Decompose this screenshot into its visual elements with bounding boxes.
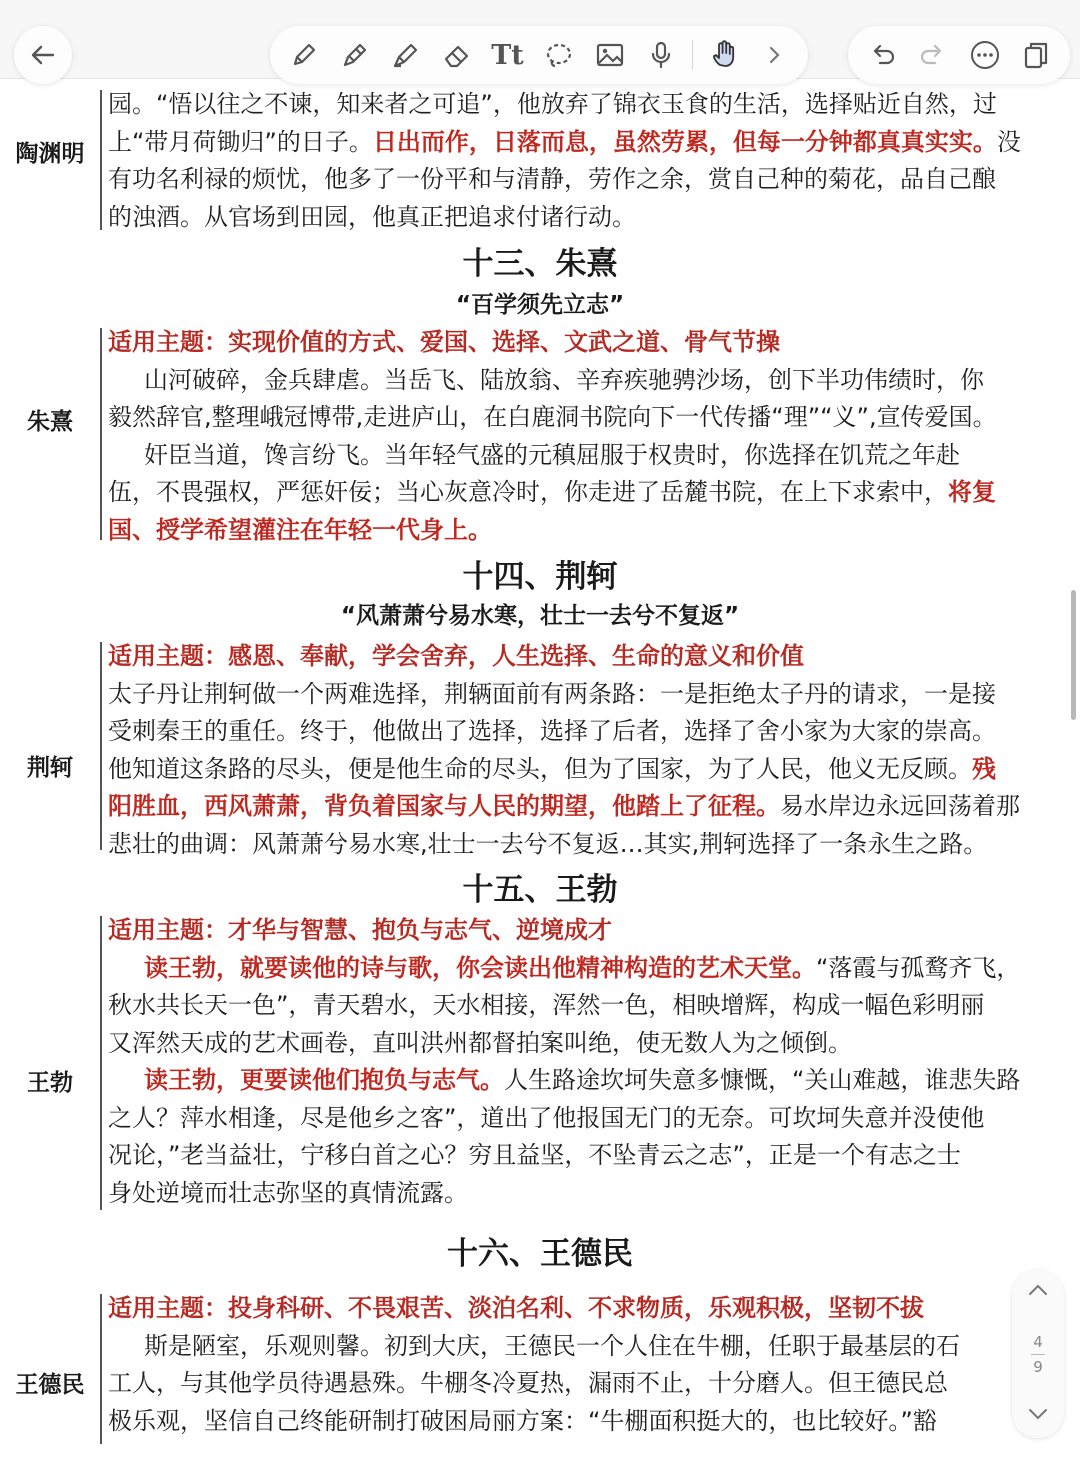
- section-quote: “百学须先立志”: [455, 292, 625, 318]
- body-text: 工人，与其他学员待遇悬殊。牛棚冬冷夏热，漏雨不止，十分磨人。但王德民总: [108, 1369, 948, 1397]
- divider-line: [100, 1294, 102, 1444]
- drawing-tools: [270, 26, 808, 84]
- section-heading: 十六、王德民: [447, 1236, 633, 1272]
- text-tool-icon[interactable]: Tt: [491, 39, 524, 71]
- highlighted-text: 阳胜血，西风萧萧，背负着国家与人民的期望，他踏上了征程。: [108, 792, 780, 820]
- highlighted-text: 残: [972, 754, 996, 783]
- more-icon[interactable]: [965, 35, 1005, 75]
- text-line: [108, 399, 1063, 437]
- undo-icon[interactable]: [862, 35, 902, 75]
- person-name: 荆轲: [27, 754, 73, 781]
- chevron-up-icon[interactable]: [1027, 1282, 1049, 1302]
- text-line: [108, 826, 1063, 864]
- text-line: [108, 1365, 1063, 1403]
- body-text: 悲壮的曲调：风萧萧兮易水寒,壮士一去兮不复返…其实,荆轲选择了一条永生之路。: [108, 829, 988, 858]
- section-quote: “风萧萧兮易水寒，壮士一去兮不复返”: [340, 603, 740, 629]
- redo-icon[interactable]: [913, 35, 953, 75]
- body-text: 人生路途坎坷失意多慷慨，“关山难越，谁悲失路: [504, 1066, 1021, 1094]
- lasso-icon[interactable]: [539, 35, 579, 75]
- image-icon[interactable]: [590, 35, 630, 75]
- hand-touch-icon[interactable]: [704, 35, 744, 75]
- body-text: 秋水共长天一色”，青天碧水，天水相接，浑然一色，相映增辉，构成一幅色彩明丽: [108, 991, 985, 1019]
- highlighted-text: 国、授学希望灌注在年轻一代身上。: [108, 515, 492, 544]
- section-heading: 十四、荆轲: [462, 559, 618, 595]
- section-body: [108, 86, 1063, 236]
- text-line: [108, 987, 1063, 1025]
- body-text: 斯是陋室，乐观则馨。初到大庆，王德民一个人住在牛棚，任职于最基层的石: [144, 1331, 960, 1360]
- section-jingke: [0, 638, 1080, 858]
- theme-line: 适用主题：感恩、奉献，学会舍弃，人生选择、生命的意义和价值: [108, 642, 804, 670]
- action-tools: [848, 26, 1070, 84]
- text-line: [108, 124, 1063, 162]
- highlighted-text: 日出而作，日落而息，虽然劳累，但每一分钟都真真实实。: [372, 127, 997, 156]
- divider-line: [100, 90, 102, 230]
- microphone-icon[interactable]: [641, 35, 681, 75]
- section-body: [108, 912, 1063, 1212]
- highlighted-text: 将复: [948, 478, 996, 506]
- text-line: [108, 362, 1063, 400]
- text-line: [108, 199, 1063, 237]
- theme-line: 适用主题：投身科研、不畏艰苦、淡泊名利、不求物质，乐观积极，坚韧不拔: [108, 1294, 924, 1322]
- section-body: [108, 324, 1063, 549]
- back-arrow-icon: [23, 35, 63, 75]
- text-line: [108, 788, 1063, 826]
- highlighted-text: 读王勃，就要读他的诗与歌，你会读出他精神构造的艺术天堂。: [144, 953, 816, 982]
- section-heading: 十五、王勃: [462, 872, 618, 908]
- body-text: 没: [996, 127, 1021, 156]
- text-line: [108, 86, 1063, 124]
- marker-icon[interactable]: [335, 35, 375, 75]
- body-text: 受刺秦王的重任。终于，他做出了选择，选择了后者，选择了舍小家为大家的崇高。: [108, 717, 996, 745]
- text-line: [108, 1062, 1063, 1100]
- toolbar-divider: [692, 40, 693, 70]
- highlighted-text: 读王勃，更要读他们抱负与志气。: [144, 1066, 504, 1094]
- page-indicator: [1031, 1332, 1045, 1377]
- section-body: [108, 638, 1063, 863]
- body-text: 的浊酒。从官场到田园，他真正把追求付诸行动。: [108, 202, 636, 231]
- top-toolbar: [0, 0, 1080, 79]
- text-line: [108, 512, 1063, 550]
- text-line: [108, 751, 1063, 789]
- body-text: 况论，”老当益壮，宁移白首之心？穷且益坚，不坠青云之志”，正是一个有志之士: [108, 1141, 961, 1169]
- text-line: [108, 713, 1063, 751]
- body-text: 山河破碎，金兵肆虐。当岳飞、陆放翁、辛弃疾驰骋沙场，创下半功伟绩时，你: [144, 365, 984, 394]
- chevron-right-icon[interactable]: [755, 35, 795, 75]
- body-text: 上“带月荷锄归”的日子。: [108, 127, 373, 156]
- person-name: 王德民: [15, 1371, 85, 1398]
- divider-line: [100, 642, 102, 850]
- text-line: [108, 474, 1063, 512]
- vertical-scrollbar[interactable]: [1071, 590, 1076, 720]
- body-text: 极乐观，坚信自己终能研制打破困局丽方案：“牛棚面积挺大的，也比较好。”豁: [108, 1406, 937, 1435]
- chevron-down-icon[interactable]: [1027, 1406, 1049, 1426]
- text-line: [108, 437, 1063, 475]
- page-navigator: [1012, 1270, 1064, 1438]
- body-text: 园。“悟以往之不谏，知来者之可追”，他放弃了锦衣玉食的生活，选择贴近自然，过: [108, 90, 997, 118]
- body-text: 易水岸边永远回荡着那: [780, 792, 1020, 820]
- text-line: [108, 161, 1063, 199]
- text-line: [108, 1100, 1063, 1138]
- body-text: 有功名利禄的烦忧，他多了一份平和与清静，劳作之余，赏自己种的菊花，品自己酿: [108, 165, 996, 193]
- body-text: 太子丹让荆轲做一个两难选择，荆辆面前有两条路：一是拒绝太子丹的请求，一是接: [108, 679, 996, 708]
- body-text: 奸臣当道，馋言纷飞。当年轻气盛的元稹屈服于权贵时，你选择在饥荒之年赴: [144, 440, 960, 469]
- text-line: [108, 1175, 1063, 1213]
- section-tao-yuanming: [0, 86, 1080, 236]
- text-line: [108, 676, 1063, 714]
- pencil-icon[interactable]: [284, 35, 324, 75]
- text-line: [108, 1403, 1063, 1441]
- body-text: 伍，不畏强权，严惩奸佞；当心灰意冷时，你走进了岳麓书院，在上下求索中，: [108, 478, 948, 506]
- highlighter-icon[interactable]: [386, 35, 426, 75]
- current-page: 4: [1033, 1332, 1043, 1351]
- section-zhuxi: [0, 324, 1080, 544]
- person-name: 朱熹: [27, 408, 73, 435]
- section-heading: 十三、朱熹: [462, 246, 618, 282]
- divider-line: [100, 916, 102, 1210]
- pages-icon[interactable]: [1016, 35, 1056, 75]
- total-pages: 9: [1033, 1357, 1043, 1376]
- body-text: “落霞与孤鹜齐飞，: [816, 953, 1021, 982]
- person-name: 陶渊明: [15, 140, 85, 167]
- text-line: [108, 1328, 1063, 1366]
- section-wangdemin: [0, 1290, 1080, 1440]
- section-body: [108, 1290, 1063, 1440]
- back-button[interactable]: [14, 26, 72, 84]
- person-name: 王勃: [27, 1069, 73, 1096]
- body-text: 毅然辞官,整理峨冠博带,走进庐山，在白鹿洞书院向下一代传播“理”“义”,宣传爱国。: [108, 403, 997, 431]
- text-line: [108, 1025, 1063, 1063]
- text-line: [108, 950, 1063, 988]
- divider-line: [100, 328, 102, 540]
- theme-line: 适用主题：实现价值的方式、爱国、选择、文武之道、骨气节操: [108, 328, 780, 356]
- body-text: 又浑然天成的艺术画卷，直叫洪州都督拍案叫绝，使无数人为之倾倒。: [108, 1028, 852, 1057]
- section-wangbo: [0, 912, 1080, 1212]
- text-line: [108, 1137, 1063, 1175]
- body-text: 身处逆境而壮志弥坚的真情流露。: [108, 1178, 468, 1207]
- body-text: 之人？萍水相逢，尽是他乡之客”，道出了他报国无门的无奈。可坎坷失意并没使他: [108, 1103, 985, 1132]
- theme-line: 适用主题：才华与智慧、抱负与志气、逆境成才: [108, 916, 612, 944]
- body-text: 他知道这条路的尽头，便是他生命的尽头，但为了国家，为了人民，他义无反顾。: [108, 754, 972, 783]
- eraser-icon[interactable]: [437, 35, 477, 75]
